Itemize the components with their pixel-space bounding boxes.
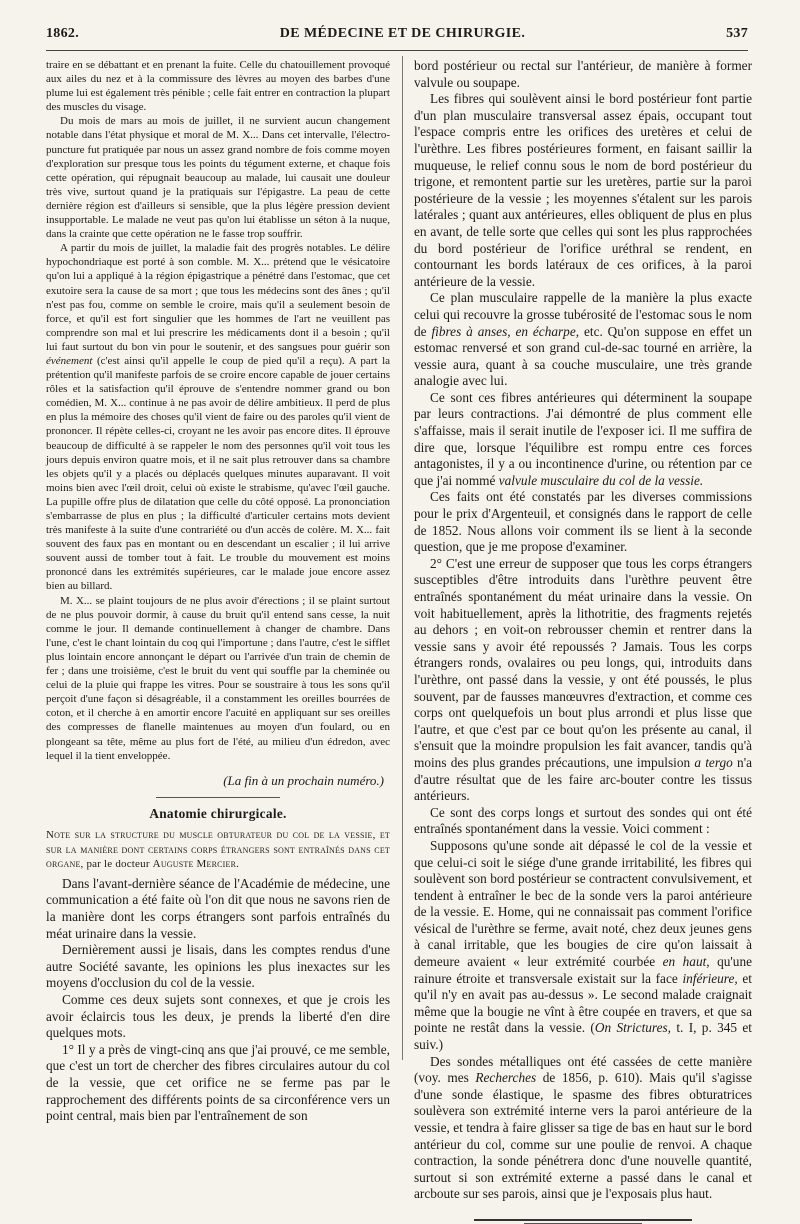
paragraph xyxy=(414,290,752,390)
paragraph: Ce sont des corps longs et surtout des sondes qui ont été entraînés spontanément dans la vessie. Voici comment : xyxy=(414,804,752,837)
page-number: 537 xyxy=(726,26,748,41)
paragraph: traire en se débattant et en prenant la fuite. Celle du chatouillement provoqué aux ailes du nez et à la commissure des lèvres au moyen des barbes d'une plume lui est également très pénible ; celle fait entrer en contraction la plupart des muscles du visage. xyxy=(46,59,390,114)
italic-run: a tergo xyxy=(694,754,733,770)
column-divider xyxy=(402,56,403,1060)
paragraph: Dernièrement aussi je lisais, dans les comptes rendus d'une autre Société savante, les opinions les plus inexactes sur les moyens d'occlusion du col de la vessie. xyxy=(46,942,390,991)
text-run: Ce sont ces fibres antérieures qui déterminent la soupape par leurs contractions. J'ai démontré de plus comment elle s'affaisse, mais il serait inutile de l'exposer ici. Il me suffira de dire que, lorsque l'équilibre est rompu entre ces forces antagonistes, il y a ou incontinence d'urine, ou rétention par ce que j'ai nommé xyxy=(414,389,752,488)
header-year: 1862. xyxy=(46,26,79,41)
paragraph: Ces faits ont été constatés par les diverses commissions pour le prix d'Argenteuil, et consignés dans le rapport de celle de 1852. Nous allons voir comment ils se lient à la seconde question, que je me propose d'examiner. xyxy=(414,489,752,555)
paragraph xyxy=(414,1054,752,1203)
paragraph xyxy=(414,390,752,490)
italic-run: inférieure, xyxy=(682,970,738,986)
paragraph: M. X... se plaint toujours de ne plus avoir d'érections ; il se plaint surtout de ne plus pouvoir dormir, à cause du bruit qu'il entend sans cesse, la nuit comme le jour. Il demande continuellement à changer de chambre. Dans l'une, c'est le chant lointain du coq qui l'importune ; dans l'autre, c'est le sifflet plus lointain encore annonçant le départ ou l'arrivée d'un train de chemin de fer ; dans une troisième, c'est le bruit du vent qui souffle par la cheminée ou celui de la pluie qui frappe les vitres. Pour se soustraire à tous les sons qu'il perçoit d'une façon si désagréable, il a constamment les oreilles bourrées de coton, et il cherche à en amortir encore l'acuité en appliquant sur ses oreilles des compresses de flanelle maintenues au moyen d'un foulard, ou en plongeant sa tête, même au plus fort de l'été, au milieu d'un édredon, avec lequel il la tient enveloppée. xyxy=(46,594,390,762)
article-title: Note sur la structure du muscle obturateur du col de la vessie, et sur la manière dont certains corps étrangers sont entraînés dans cet organe, xyxy=(46,829,390,871)
text-run: qu'une rainure étroite et transversale existait sur la face xyxy=(414,954,753,986)
italic-run: valvule musculaire du col de la vessie. xyxy=(498,472,704,488)
paragraph xyxy=(414,556,752,805)
article-anatomie xyxy=(46,806,390,1125)
paragraph: Les fibres qui soulèvent ainsi le bord postérieur font partie d'un plan musculaire transversal assez épais, occupant tout l'espace compris entre les orifices des uretères et celui de l'urèthre. Les fibres postérieures forment, en faisant saillir la muqueuse, le relief connu sous le nom de bord postérieur du trigone, et remontent partie sur les uretères, partie sur la paroi postérieure de la vessie ; les moyennes s'étalent sur les parois latérales ; quant aux antérieures, elles obliquent de plus en plus en avant, de telle sorte que celles qui sont les plus rapprochées du bord postérieur de l'orifice uréthral se rendent, en contournant les bords latéraux de ces orifices, à la paroi antérieure de la vessie. xyxy=(414,91,752,289)
continued-note: (La fin à un prochain numéro.) xyxy=(223,772,384,788)
running-header xyxy=(46,26,748,48)
paragraph xyxy=(414,838,752,1054)
section-title: Anatomie chirurgicale. xyxy=(149,805,287,821)
paragraph: bord postérieur ou rectal sur l'antérieur, de manière à former valvule ou soupape. xyxy=(414,58,752,90)
text-run: de 1856, p. 610). Mais qu'il s'agisse d'une sonde élastique, le spasme des fibres obturatrices soulèvera son extrémité interne vers la paroi antérieure de la vessie, et tendra à faire glisser sa tige de bas en haut sur le bord antérieur du col, comme sur une poulie de renvoi. A chaque contraction, la sonde pénétrera donc d'une nouvelle quantité, surtout si son extrémité externe a passé dans le canal et arcboute sur ses parois, ainsi que je l'exposais plus haut. xyxy=(414,1070,753,1202)
text-run: n'a d'autre résultat que de les faire arc-bouter contre les tissus antérieurs. xyxy=(414,754,752,804)
paragraph: Du mois de mars au mois de juillet, il ne survient aucun changement notable dans l'état physique et moral de M. X... Dans cet intervalle, l'électro-puncture fut pratiquée par nous un assez grand nombre de fois comme moyen d'exploration sur presque tous les points du tégument externe, et chaque fois cette opération, qui répugnait beaucoup au malade, lui causait une douleur très vive, surtout quand je la pratiquais sur l'épigastre. La peau de cette dernière région est d'ailleurs si sensible, que la plus légère pression devient insupportable. Le malade ne veut pas qu'on lui établisse un séton à la nuque, dans la crainte que cette opération ne le fasse trop souffrir. xyxy=(46,115,390,241)
text-run: A partir du mois de juillet, la maladie fait des progrès notables. Le délire hypochondriaque est porté à son comble. M. X... prétend que le vésicatoire qu'on lui a appliqué à la région épigastrique a pénétré dans l'estomac, que cet exutoire sera la cause de sa mort ; que tous les médecins sont des ânes ; qu'il n'est pas fou, comme on semble le croire, mais qu'il a seulement besoin de force, et qu'il est fort singulier que les hommes de l'art ne veuillent pas comprendre son mal et lui prescrire les médicaments dont il a besoin ; qu'il lui faut surtout du bon vin pour le soutenir, et des sangsues pour guérir son xyxy=(46,242,390,353)
italic-run: Recherches xyxy=(475,1070,537,1086)
case-report-continuation xyxy=(46,58,390,763)
header-title: DE MÉDECINE ET DE CHIRURGIE. xyxy=(279,26,526,41)
text-run: Ce plan musculaire rappelle de la manière la plus exacte celui qui recouvre la grosse tubérosité de l'estomac sous le nom de xyxy=(414,290,752,339)
text-run: etc. Qu'on suppose en effet un estomac renversé et son grand cul-de-sac tourné en arrière, la vessie aura, quant à sa couche musculaire, une très grande analogie avec lui. xyxy=(414,323,753,389)
italic-run: On Strictures, xyxy=(594,1020,671,1036)
author-name: Auguste Mercier. xyxy=(152,858,240,871)
header-rule xyxy=(46,50,748,51)
text-run: t. I, p. 345 et suiv.) xyxy=(414,1020,752,1053)
paragraph: Dans l'avant-dernière séance de l'Académie de médecine, une communication a été faite où l'on dit que nous ne savons rien de la manière dont les corps étrangers sont parfois entraînés du méat urinaire dans la vessie. xyxy=(46,875,390,941)
italic-run: événement xyxy=(46,354,93,367)
paragraph xyxy=(46,241,390,593)
left-column xyxy=(46,58,391,1124)
italic-run: en haut, xyxy=(662,954,710,970)
section-rule xyxy=(156,797,280,798)
right-column xyxy=(414,58,753,1202)
paragraph: Comme ces deux sujets sont connexes, et que je crois les avoir éclaircis tous les deux, je prends la liberté d'en dire quelques mots. xyxy=(46,991,390,1041)
byline-prefix: par le docteur xyxy=(86,858,150,871)
paragraph: 1° Il y a près de vingt-cinq ans que j'ai prouvé, ce me semble, que c'est un tort de chercher des fibres circulaires autour du col de la vessie, que cet orifice ne se ferme pas par le rapprochement des différents points de sa circonférence vers un point central, mais bien par l'entraînement de son xyxy=(46,1041,390,1124)
text-run: (c'est ainsi qu'il appelle le coup de pied qu'il a reçu). A part la prétention qu'il manifeste parfois de se croire encore capable de jouer certains rôles et la satisfaction qu'il éprouve de s'entendre nommer grand ou bon comédien, M. X... continue à ne pas avoir de délire ambitieux. Il perd de plus en plus la mémoire des choses qu'il vient de faire ou des paroles qu'il vient de prononcer. Il répète celles-ci, croyant ne les avoir pas encore dites. Il éprouve beaucoup de difficulté à se rappeler le nom des personnes qu'il voit tous les jours depuis environ quatre mois, et il ne sait plus retrouver dans sa chambre les objets qu'il y a placés ou déplacés quelques minutes auparavant. Il voit moins bien avec l'œil droit, celui où existe le strabisme, qu'avec l'œil gauche. La pupille offre plus de dilatation que celle du côté opposé. La prononciation s'embarrasse de plus en plus ; la difficulté d'articuler certains mots devient très manifeste à la suite d'une contrariété ou d'un accès de colère. M. X... fait souvent des faux pas en montant ou en descendant un escalier ; il lui arrive souvent aussi de tomber tout à fait. Le trouble du mouvement est moins prononcé dans les extrémités supérieures, car le malade joue encore assez bien au billard. xyxy=(46,354,391,593)
text-run: et qu'il n'y en avait pas au-dessus ». Le second malade craignait même que la bougie ne vînt à être coupée en travers, et que sa pointe ne restât dans la vessie. ( xyxy=(414,970,752,1036)
italic-run: fibres à anses, en écharpe, xyxy=(431,323,580,339)
text-run: Des sondes métalliques ont été cassées de cette manière (voy. mes xyxy=(414,1053,752,1086)
text-run: Supposons qu'une sonde ait dépassé le col de la vessie et que celui-ci soit le siége d'une grande irritabilité, les fibres qui soulèvent son bord postérieur se contractent convulsivement, et tendent à entraîner le bec de la sonde vers la paroi antérieure de la vessie. E. Home, qui ne connaissait pas comment l'orifice vésical de l'urèthre se ferme, avait noté, chez deux jeunes gens à canal irritable, que les bougies de cire qu'on laissait à demeure avaient « leur extrémité courbée xyxy=(414,837,752,970)
article-lead xyxy=(46,828,390,872)
end-rule xyxy=(474,1219,692,1221)
text-run: 2° C'est une erreur de supposer que tous les corps étrangers susceptibles d'être introduits dans l'urèthre peuvent être entraînés spontanément du méat urinaire dans la vessie. On voit habituellement, après la lithotritie, des fragments rejetés au dehors ; en voit-on rebrousser chemin et rentrer dans la vessie sans y avoir été repoussés ? Jamais. Tous les corps étrangers ronds, ovalaires ou peu longs, qui, introduits dans l'urèthre, ont passé dans la vessie, y ont été poussés, le plus souvent, par de fausses manœuvres d'extraction, et comme ces corps ont quelquefois un bout plus arrondi et plus lisse que l'autre, et que c'est par ce bout qu'on les présente au canal, il s'ensuit que la moindre propulsion les fait avancer, tandis qu'à moins des plus grandes précautions, une impulsion xyxy=(414,555,752,770)
